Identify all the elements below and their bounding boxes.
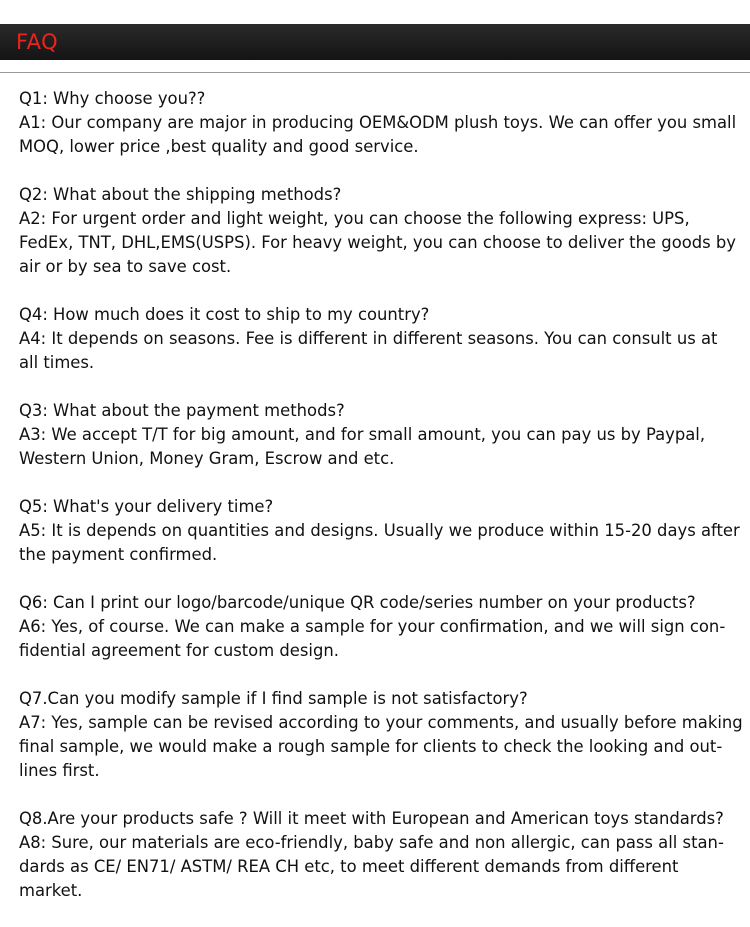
faq-question: Q8.Are your products safe ? Will it meet with European and American toys standards? xyxy=(19,809,724,828)
faq-answer-line: fidential agreement for custom design. xyxy=(19,641,339,660)
faq-question: Q5: What's your delivery time? xyxy=(19,497,274,516)
faq-answer-line: lines first. xyxy=(19,761,100,780)
faq-answer-line: air or by sea to save cost. xyxy=(19,257,232,276)
faq-item xyxy=(19,687,743,783)
faq-answer-line: all times. xyxy=(19,353,95,372)
faq-answer-line: A8: Sure, our materials are eco-friendly, baby safe and non allergic, can pass all stan- xyxy=(19,833,724,852)
faq-header-bar xyxy=(0,24,750,60)
faq-question: Q2: What about the shipping methods? xyxy=(19,185,342,204)
faq-answer-line: final sample, we would make a rough sample for clients to check the looking and out- xyxy=(19,737,723,756)
faq-question: Q3: What about the payment methods? xyxy=(19,401,345,420)
faq-list xyxy=(19,87,743,927)
faq-answer-line: A3: We accept T/T for big amount, and for small amount, you can pay us by Paypal, xyxy=(19,425,706,444)
faq-question: Q6: Can I print our logo/barcode/unique QR code/series number on your products? xyxy=(19,593,696,612)
faq-question: Q1: Why choose you?? xyxy=(19,89,206,108)
faq-item xyxy=(19,399,739,471)
faq-answer-line: dards as CE/ EN71/ ASTM/ REA CH etc, to meet different demands from different xyxy=(19,857,679,876)
faq-answer-line: A2: For urgent order and light weight, you can choose the following express: UPS, xyxy=(19,209,690,228)
faq-answer-line: A6: Yes, of course. We can make a sample for your confirmation, and we will sign con- xyxy=(19,617,726,636)
faq-item xyxy=(19,303,739,375)
faq-item xyxy=(19,183,739,279)
faq-title: FAQ xyxy=(16,30,59,54)
header-divider xyxy=(0,72,750,73)
faq-answer-line: A5: It is depends on quantities and designs. Usually we produce within 15-20 days after xyxy=(19,521,740,540)
faq-answer-line: A1: Our company are major in producing OEM&ODM plush toys. We can offer you small xyxy=(19,113,737,132)
faq-item xyxy=(19,591,739,663)
faq-question: Q7.Can you modify sample if I find sample is not satisfactory? xyxy=(19,689,528,708)
faq-item xyxy=(19,87,739,159)
faq-answer-line: Western Union, Money Gram, Escrow and etc. xyxy=(19,449,395,468)
faq-item xyxy=(19,807,739,903)
faq-answer-line: market. xyxy=(19,881,83,900)
faq-answer-line: A7: Yes, sample can be revised according to your comments, and usually before making xyxy=(19,713,743,732)
faq-question: Q4: How much does it cost to ship to my country? xyxy=(19,305,430,324)
faq-answer-line: FedEx, TNT, DHL,EMS(USPS). For heavy weight, you can choose to deliver the goods by xyxy=(19,233,737,252)
faq-answer-line: A4: It depends on seasons. Fee is different in different seasons. You can consult us at xyxy=(19,329,718,348)
faq-answer-line: the payment confirmed. xyxy=(19,545,218,564)
faq-item xyxy=(19,495,739,567)
faq-answer-line: MOQ, lower price ,best quality and good service. xyxy=(19,137,419,156)
